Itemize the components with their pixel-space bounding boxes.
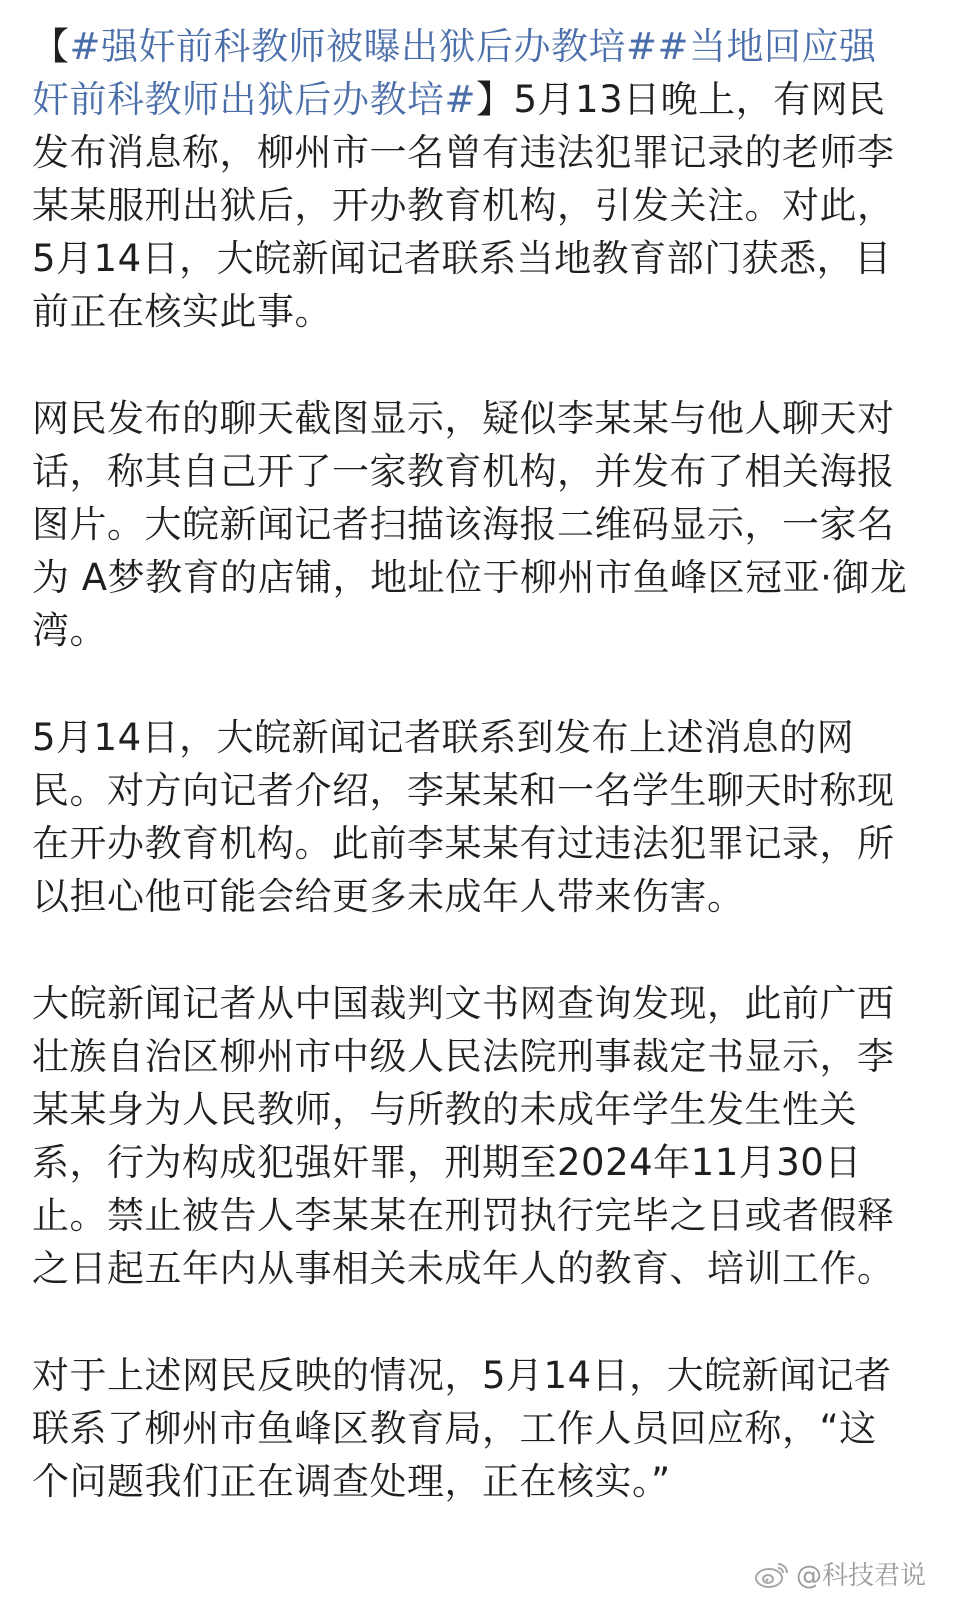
open-bracket: 【 <box>32 25 70 68</box>
article-body <box>32 20 912 1508</box>
paragraph-1 <box>32 20 912 338</box>
hashtag-topic-2[interactable]: #当地回应强奸前科教师出狱后办教培# <box>32 25 877 121</box>
paragraph-5: 对于上述网民反映的情况，5月14日，大皖新闻记者联系了柳州市鱼峰区教育局，工作人员回应称，“这个问题我们正在调查处理，正在核实。” <box>32 1354 892 1503</box>
paragraph-4: 大皖新闻记者从中国裁判文书网查询发现，此前广西壮族自治区柳州市中级人民法院刑事裁定书显示，李某某身为人民教师，与所教的未成年学生发生性关系，行为构成犯强奸罪，刑期至2024年11月30日止。禁止被告人李某某在刑罚执行完毕之日或者假释之日起五年内从事相关未成年人的教育、培训工作。 <box>32 982 895 1290</box>
close-bracket: 】 <box>476 78 514 121</box>
watermark <box>754 1555 926 1592</box>
watermark-text: @科技君说 <box>795 1561 926 1591</box>
paragraph-3: 5月14日，大皖新闻记者联系到发布上述消息的网民。对方向记者介绍，李某某和一名学生聊天时称现在开办教育机构。此前李某某有过违法犯罪记录，所以担心他可能会给更多未成年人带来伤害。 <box>32 716 895 918</box>
paragraph-2: 网民发布的聊天截图显示，疑似李某某与他人聊天对话，称其自己开了一家教育机构，并发布了相关海报图片。大皖新闻记者扫描该海报二维码显示，一家名为 A梦教育的店铺，地址位于柳州市鱼峰区冠亚·御龙湾。 <box>32 397 908 652</box>
weibo-icon <box>754 1559 790 1589</box>
paragraph-1-text: 5月13日晚上，有网民发布消息称，柳州市一名曾有违法犯罪记录的老师李某某服刑出狱后，开办教育机构，引发关注。对此，5月14日，大皖新闻记者联系当地教育部门获悉，目前正在核实此事。 <box>32 78 895 333</box>
hashtag-topic-1[interactable]: #强奸前科教师被曝出狱后办教培# <box>69 25 658 68</box>
